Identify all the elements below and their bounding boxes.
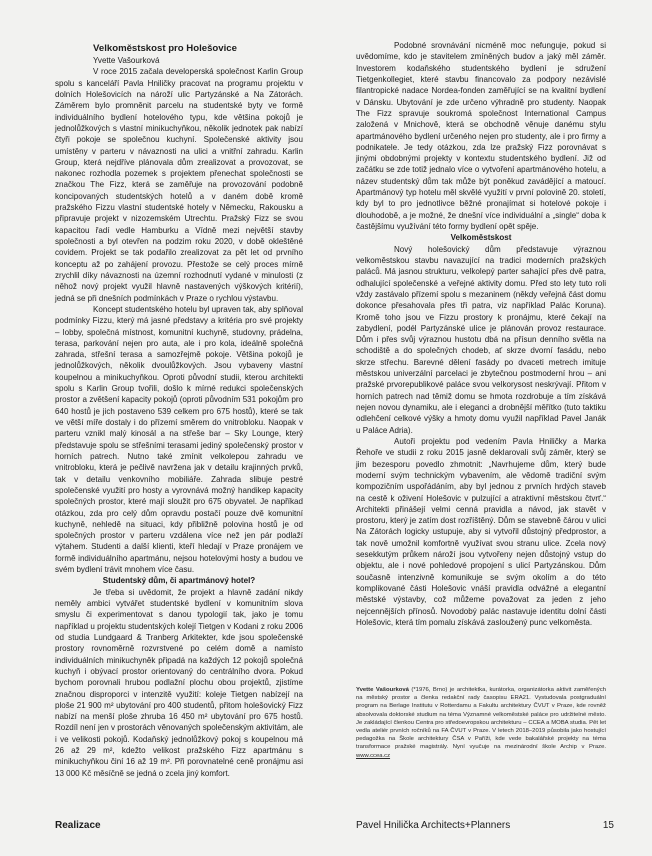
paragraph: Je třeba si uvědomit, že projekt a hlavně zadání nikdy neměly ambici vytvářet studentské bydlení v komunitním slova smyslu či experimentovat s danou typologií tak, jako je tomu například u projektu studentských kolejí Tietgen v Kodani z roku 2006 od studia Lundgaard & Tranberg Arkitekter, kde jsou společenské prostory rovnoměrně rozvrstvené po celém domě a namísto individuálních minikuchyněk připadá na každých 12 pokojů společná kuchyň i obývací prostor orientovaný do centrálního dvora. Pokud bychom porovnali hrubou podlažní plochu obou projektů, zjistíme značnou disproporci v intenzitě využití: koleje Tietgen nabízejí na ploše 21 900 m² ubytování pro 400 studentů, přitom holešovický Fizz nabízí na menší ploše zhruba 16 450 m² ubytování pro 675 hostů. Rozdíl není jen v prostorách věnovaných společenským aktivitám, ale i ve velikosti pokojů. Kodaňský jednolůžkový pokoj s koupelnou má 26 až 29 m², kdežto velikost pražského Fizz apartmánu s minikuchyňkou činí 16 až 19 m². Při porovnatelné ceně pronájmu asi 13 000 Kč měsíčně se jedná o zcela jiný komfort. bbox=[55, 587, 303, 778]
paragraph: Autoři projektu pod vedením Pavla Hniličky a Marka Řehoře ve studii z roku 2015 jasně deklarovali svůj záměr, který se jim bezesporu povedlo zhmotnit: „Navrhujeme dům, který bude moderní svým technickým vybavením, ale vědomě tradiční svým kompozičním uspořádáním, aby byl jednou z prvních hrdých staveb na cestě k oživení Holešovic v pulzující a atraktivní městskou čtvrť.“ Architekti přinášejí velmi cenná pravidla a návod, jak stavět v prostoru, který je zatím dost rozříštěný. Dům se stavebně čárou v ulici Na Zátorách logicky ustupuje, aby si vytvořil důstojný předprostor, a tak nově umožnil komfortně využívat svou stranu ulice. Zcela nový sesekkutým průkem nároží jsou vytvořeny nejen důstojný vstup do objektu, ale i nové pohledové propojení s ulicí Partyzánskou. Dům současně intenzivně komunikuje se svým okolím a do této komplikované části Holešovic vnáší pravidla odvážné a elegantní městské výstavby, což můžeme považovat za jeden z jeho nejcennějších přínosů. Novodobý palác nastavuje identitu dolní části Holešovic, která tím pomalu získává zasloužený punc velkoměsta. bbox=[356, 436, 606, 627]
paragraph: Podobné srovnávání nicméně moc nefunguje, pokud si uvědomíme, kdo je stavitelem zmíněných budov a jaký měl záměr. Investorem kodaňského studentského bydlení je sdružení Tietgenkollegiet, které stavbu financovalo za podpory nezávislé filantropické nadace Nordea-fonden zaměřující se na kvalitní bydlení v Dánsku. Ubytování je zde určeno výhradně pro studenty. Naopak The Fizz spravuje soukromá společnost International Campus založená v Mnichově, která se obchodně věnuje danému stylu apartmánového bydlení určeného nejen pro studenty, ale i pro firmy a podnikatele. Je tedy otázkou, zda lze pražský Fizz porovnávat s jinými obdobnými projekty v kontextu studentského bydlení. Již od začátku se zde totiž jednalo více o vytvoření apartmánového hotelu, a název studentský dům tak může být poněkud zavádějící a matoucí. Apartmánový typ hotelu měl skvělé využití v první polovině 20. století, kdy byl to pro jednotlivce běžné pronajímat si hotelové pokoje i dlouhodobě, a je možné, že dnešní více individuální a „single“ doba k častějšímu využívání této formy bydlení opět spěje. bbox=[356, 41, 606, 231]
paragraph: Koncept studentského hotelu byl upraven tak, aby splňoval podmínky Fizzu, který má jasné představy a kritéria pro své projekty – lobby, společná místnost, komunitní kuchyně, studovny, prádelna, terasa, parkování nejen pro auta, ale i pro kola, ideálně společná zahrada, střešní terasa a samozřejmě pokoje. Většina pokojů je jednolůžkových, několik dvoulůžkových. Jsou vybaveny vlastní koupelnou a minikuchyňkou. Oproti původní studii, kterou architekti spolu s Karlin Group tvořili, došlo k mírné redukci společenských prostor a zvětšení kapacity pokojů (oproti původním 531 pokojům pro 640 hostů je jich postaveno 539 celkem pro 675 hostů), které se tak ve větší míře dostaly i do přízemí směrem do vnitrobloku. Naopak v parteru vznikl malý kinosál a na střeše bar – Sky Lounge, který představuje spolu se střešními terasami jediný společenský prostor v horních patrech. Nutno také zmínit velkolepou zahradu ve vnitrobloku, která je pečlivě navržena jak v detailu krajinných prvků, tak v detailu venkovního mobiliáře. Zahrada slibuje pestré společenské využití pro hosty a vyrovnává možný handikep kapacity společných prostor, které mají sloužit pro 675 obyvatel. Je napříkad otázkou, zda pro celý dům opravdu postačí pouze dvě komunitní kuchyně, nehledě na situaci, kdy přibližně polovina hostů je od společných prostor v parteru vzdálena více než jen pár podlaží výtahem. Studenti a další klienti, kteří hledají v Praze pronájem ve formě individuálního apartmánu, nejsou hotelovými hosty a budou ve svém bydlení trávit mnohem více času. bbox=[55, 304, 303, 575]
section-subtitle: Velkoměstskost bbox=[450, 233, 512, 243]
footer-firm: Pavel Hnilička Architects+Planners bbox=[356, 820, 511, 831]
paragraph: V roce 2015 začala developerská společnost Karlin Group spolu s kanceláří Pavla Hniličky pracovat na programu projektu v dolních Holešovicích na nároží ulic Partyzánské a Na Zátorách. Záměrem bylo promněnit parcelu na studentské byty ve formě individuálního bydlení hotelového typu, kde většina pokojů je jednolůžkových s vlastní minikuchyňkou, několik jednotek pak nabízí čtyři pokoje se společnou kuchyní. Společenské aktivity jsou umístěny v parteru v návaznosti na ulici a vnitřní zahradu. Karlin Group, která nejdříve plánovala dům zrealizovat a provozovat, se nakonec rozhodla pozemek s projektem přenechat společnosti se značkou The Fizz, která se zaměřuje na provozování podobně koncipovaných studentských hotelů a v daném době kromě pražského Fizzu vlastní studentské hotely v Německu, Rakousku a připravuje projekt v nizozemském Utrechtu. Pražský Fizz se svou kapacitou řadí vedle Hamburku a Vídně mezi největší stavby společnosti a byl otevřen na podzim roku 2020, v době okleštěné covidem. Projekt se tak podařilo zrealizovat za pět let od prvního konceptu až po zahájení provozu. Přestože se celý proces mírně zrychlil díky návaznosti na územní rozhodnutí vydané v minulosti (z něhož nový projekt využil hlavně nastavených výškových kritérií), jedná se při dnešních podmínkách v Praze o rychlou výstavbu. bbox=[55, 67, 303, 303]
bio-link[interactable]: www.ccea.cz bbox=[356, 752, 391, 759]
footer-section: Realizace bbox=[55, 820, 101, 831]
article-author: Yvette Vašourková bbox=[93, 56, 160, 65]
bio-text: (*1976, Brno) je architektka, kurátorka, organizátorka aktivit zaměřených na městský prostor a členka redakční rady časopisu ERA21. Vystudovala postgraduální program na Berlage Institutu v Rotterdamu a Fakultu architektury ČVUT v Praze, kde rovněž absolvovala doktorské studium na téma Významné velkoměstské paláce pro udržitelné město. Je zakládající členkou Centra pro středoevropskou architekturu – CCEA a MOBA studia. Pět let vedla ateliér prvních ročníků na FA ČVUT v Praze. V letech 2018–2019 působila jako hostující pedagožka na Škole architektury ČSA v Paříži, kde vede bakalářské projekty na téma transformace pražské magistrály. Nyní vyučuje na mezinárodní škole Archip v Praze. bbox=[356, 687, 606, 751]
author-bio bbox=[356, 686, 606, 760]
left-column bbox=[55, 40, 303, 779]
article-title: Velkoměstskost pro Holešovice bbox=[93, 43, 237, 54]
section-subtitle: Studentský dům, či apartmánový hotel? bbox=[102, 576, 256, 586]
page-number: 15 bbox=[602, 820, 614, 831]
bio-name: Yvette Vašourková bbox=[356, 687, 409, 693]
paragraph: Nový holešovický dům představuje výraznou velkoměstskou stavbu navazující na tradici moderních pražských paláců. Má jasnou strukturu, velkolepý parter sahající přes dvě patra, odhalující společenské a veřejné aktivity domu. Před sto lety tuto roli vždy zastávalo přízemí spolu s mezaninem (někdy veřejná část domu dokonce přesahovala přes tři patra, viz například Palác Koruna). Kromě toho jsou ve Fizzu prostory k pronájmu, které čekají na zabydlení, podél Partyzánské ulice je plánován provoz restaurace. Dům i přes svůj výraznou hustotu dbá na přísun denního světla na schodiště a do společných chodeb, ať skrze dvorní fasádu, nebo skrze střechu. Barevné dělení fasády po dvaceti metrech imituje městskou univerzální parcelaci je zbytečnou postmoderní hrou – ani pražské prvorepublikové paláce svou velkorysost neskrývají. Přitom v horních patrech nad těmiž domu se hmota rozdrobuje a tím získává nejen novou dynamiku, ale i eleganci a drobnější měřítko (tuto taktiku odlehčení celkové výšky a hmoty domu využil například Pavel Janák u Paláce Adria). bbox=[356, 244, 606, 435]
right-column bbox=[356, 40, 606, 628]
